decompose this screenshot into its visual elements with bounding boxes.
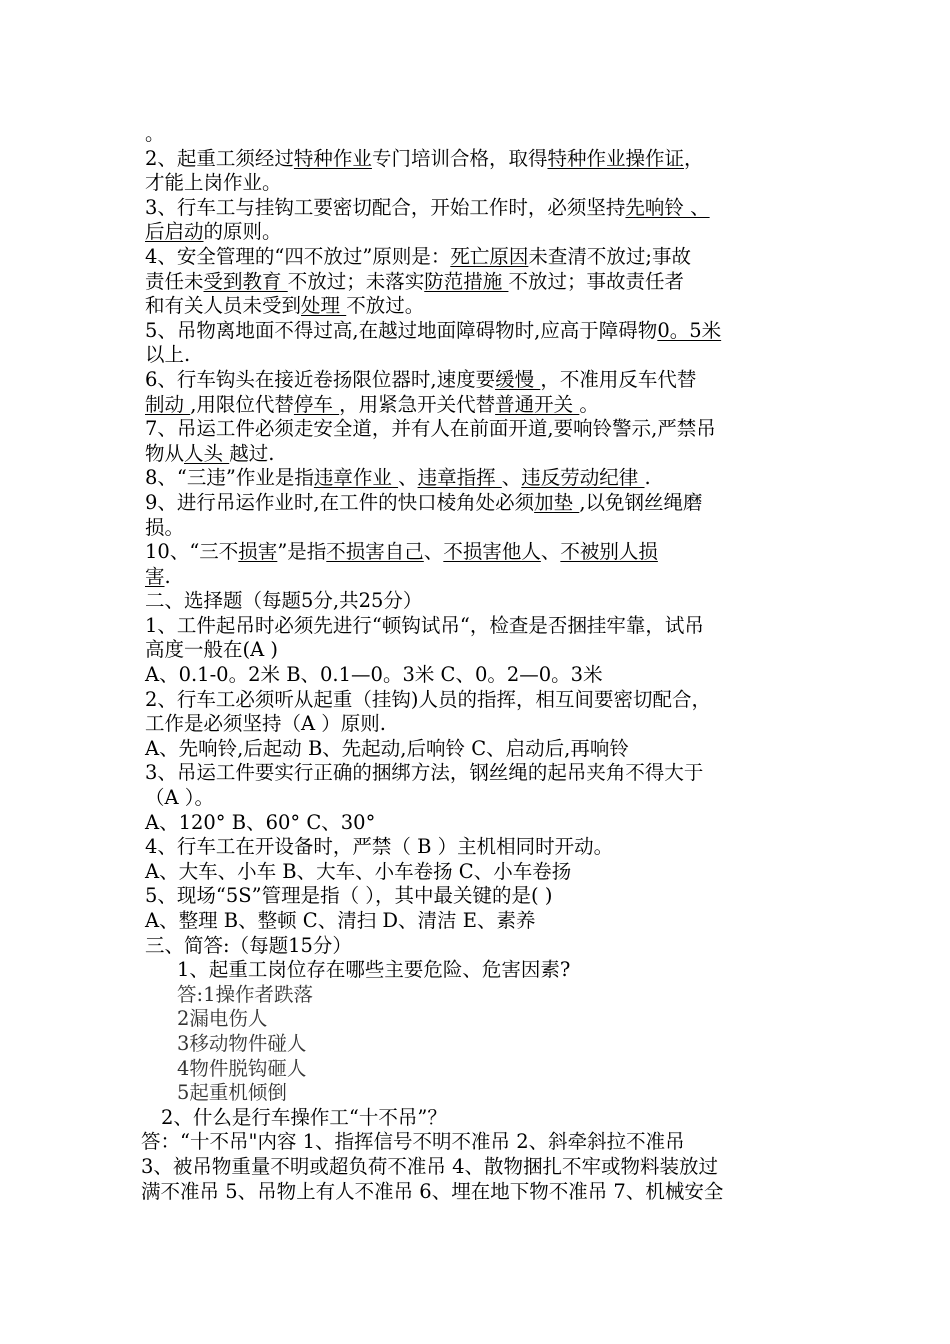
text-segment: 10、“三不 [145,540,239,564]
text-line [145,393,810,418]
blank-answer: 受到教育 [203,269,288,293]
text-segment: . [164,564,171,588]
text-segment: A、先响铃,后起动 B、先起动,后响铃 C、启动后,再响铃 [145,736,629,760]
blank-answer: 违章作业 [313,466,399,490]
text-segment: ,用限位代替 [190,392,294,416]
text-segment: 7、吊运工件必须走安全道，并有人在前面开道,要响铃警示,严禁吊 [145,417,716,441]
blank-answer: 处理 [301,294,347,318]
text-segment: 。 [145,122,165,145]
text-segment: 9、进行吊运作业时,在工件的快口棱角处必须 [145,490,535,514]
text-segment: 5、现场“5S”管理是指（ ），其中最关键的是( ) [145,884,553,908]
text-line [141,1130,810,1155]
text-line [145,245,810,270]
text-line [141,1155,810,1180]
blank-answer: 特种作业 [293,146,372,170]
text-segment: 不放过。 [346,294,425,318]
text-segment: 3、吊运工件要实行正确的捆绑方法，钢丝绳的起吊夹角不得大于 [145,761,704,785]
blank-answer: 普通开关 [495,392,580,416]
text-segment: 答:1操作者跌落 [177,982,313,1006]
text-segment: 3、行车工与挂钩工要密切配合，开始工作时，必须坚持 [145,195,626,219]
blank-answer: 违反劳动纪律 [521,466,645,490]
text-segment: . [644,466,651,490]
text-line [145,196,810,221]
text-segment: 工作是必须坚持（A ）原则. [145,712,386,736]
text-segment: 专门培训合格，取得 [371,146,548,170]
blank-answer: 防范措施 [424,269,509,293]
text-segment: 二、选择题（每题5分,共25分） [145,589,423,613]
text-line [145,565,810,590]
text-line [145,343,810,368]
blank-answer: 违章指挥 [417,466,502,490]
text-line [145,270,810,295]
text-segment: 2、起重工须经过 [145,146,294,170]
text-line [145,909,810,934]
document-page [141,122,810,1204]
text-segment: 4物件脱钩砸人 [177,1056,307,1080]
text-segment: 不放过；事故责任者 [508,269,684,293]
text-line [145,1057,810,1082]
text-line [141,1180,810,1205]
text-segment: 、 [540,540,561,564]
text-line [145,860,810,885]
text-segment: 高度一般在(A ) [145,638,278,662]
text-segment: 、 [398,466,418,490]
text-line [145,835,810,860]
text-line [145,540,810,565]
text-segment: 1、起重工岗位存在哪些主要危险、危害因素? [177,958,571,982]
text-segment: 答：“十不吊"内容 1、指挥信号不明不准吊 2、斜牵斜拉不准吊 [141,1130,685,1154]
blank-answer: 害 [145,564,165,588]
text-segment: 的原则。 [203,220,282,244]
text-segment: 3移动物件碰人 [177,1031,307,1055]
text-line [145,147,810,172]
text-line [145,1106,810,1131]
text-segment: 和有关人员未受到 [145,294,302,318]
text-line [145,712,810,737]
blank-answer: 人头 [184,441,230,465]
text-segment: 责任未 [145,269,204,293]
text-segment: A、120° B、60° C、30° [145,810,376,834]
blank-answer: 0。5米 [657,318,722,342]
text-line [145,934,810,959]
text-segment: 未查清不放过;事故 [528,244,691,268]
text-line [145,786,810,811]
text-segment: 2、行车工必须听从起重（挂钩)人员的指挥，相互间要密切配合， [145,687,712,711]
text-segment: 2漏电伤人 [177,1007,268,1031]
text-line [145,614,810,639]
text-segment: 越过. [229,441,275,465]
text-segment: 物从 [145,441,185,465]
text-line [145,958,810,983]
text-line [145,589,810,614]
text-segment: 、 [501,466,522,490]
blank-answer: 不被别人损 [560,540,658,564]
text-line [145,516,810,541]
blank-answer: 特种作业操作证 [547,146,684,170]
text-line [145,737,810,762]
text-line [145,171,810,196]
text-line [145,1007,810,1032]
text-segment: ,以免钢丝绳磨 [579,490,703,514]
blank-answer: 死亡原因 [450,244,529,268]
text-segment: 2、什么是行车操作工“十不吊”？ [161,1105,447,1129]
text-line [145,466,810,491]
text-segment: A、0.1-0。2米 B、0.1—0。3米 C、0。2—0。3米 [145,663,603,687]
text-segment: A、大车、小车 B、大车、小车卷扬 C、小车卷扬 [145,859,572,883]
text-line [145,1081,810,1106]
text-segment: 1、工件起吊时必须先进行“顿钩试吊“，检查是否捆挂牢靠，试吊 [145,613,704,637]
text-line [145,319,810,344]
text-segment: 4、行车工在开设备时，严禁（ B ）主机相同时开动。 [145,835,614,859]
blank-answer: 后启动 [145,220,204,244]
text-line [145,220,810,245]
text-line [145,663,810,688]
text-line [145,294,810,319]
text-line [145,638,810,663]
blank-answer: 不损害自己 [326,540,424,564]
text-segment: 以上. [145,343,191,367]
text-segment: ，不准用反车代替 [540,367,697,391]
text-line [145,811,810,836]
text-segment: 三、简答:（每题15分） [145,933,352,957]
blank-answer: 损害 [238,540,278,564]
text-line [145,442,810,467]
text-line [145,983,810,1008]
text-segment: （A ）。 [145,786,215,810]
text-line [145,761,810,786]
text-segment: 不放过；未落实 [287,269,425,293]
text-segment: 损。 [145,515,185,539]
text-line [145,884,810,909]
text-line [145,368,810,393]
text-segment: 5、吊物离地面不得过高,在越过地面障碍物时,应高于障碍物 [145,318,658,342]
text-segment: 3、被吊物重量不明或超负荷不准吊 4、散物捆扎不牢或物料装放过 [141,1154,719,1178]
blank-answer: 缓慢 [495,367,541,391]
document-body [141,122,810,1204]
text-segment: 满不准吊 5、吊物上有人不准吊 6、埋在地下物不准吊 7、机械安全 [141,1179,724,1203]
text-line [145,688,810,713]
blank-answer: 加垫 [534,490,580,514]
blank-answer: 制动 [145,392,191,416]
text-segment: 5起重机倾倒 [177,1081,287,1105]
text-line [145,122,810,147]
blank-answer: 先响铃 、 [625,195,710,219]
blank-answer: 停车 [293,392,340,416]
text-segment: 才能上岗作业。 [145,171,282,195]
blank-answer: 不损害他人 [443,540,541,564]
text-line [145,491,810,516]
text-segment: 、 [423,540,444,564]
text-segment: ， [683,146,704,170]
text-segment: 8、“三违”作业是指 [145,466,314,490]
text-segment: 。 [579,392,599,416]
text-segment: 6、行车钩头在接近卷扬限位器时,速度要 [145,367,496,391]
text-line [145,417,810,442]
text-segment: 4、安全管理的“四不放过”原则是： [145,244,451,268]
text-segment: ”是指 [277,540,327,564]
text-segment: A、整理 B、整顿 C、清扫 D、清洁 E、素养 [145,909,536,932]
text-segment: ，用紧急开关代替 [339,392,496,416]
text-line [145,1032,810,1057]
